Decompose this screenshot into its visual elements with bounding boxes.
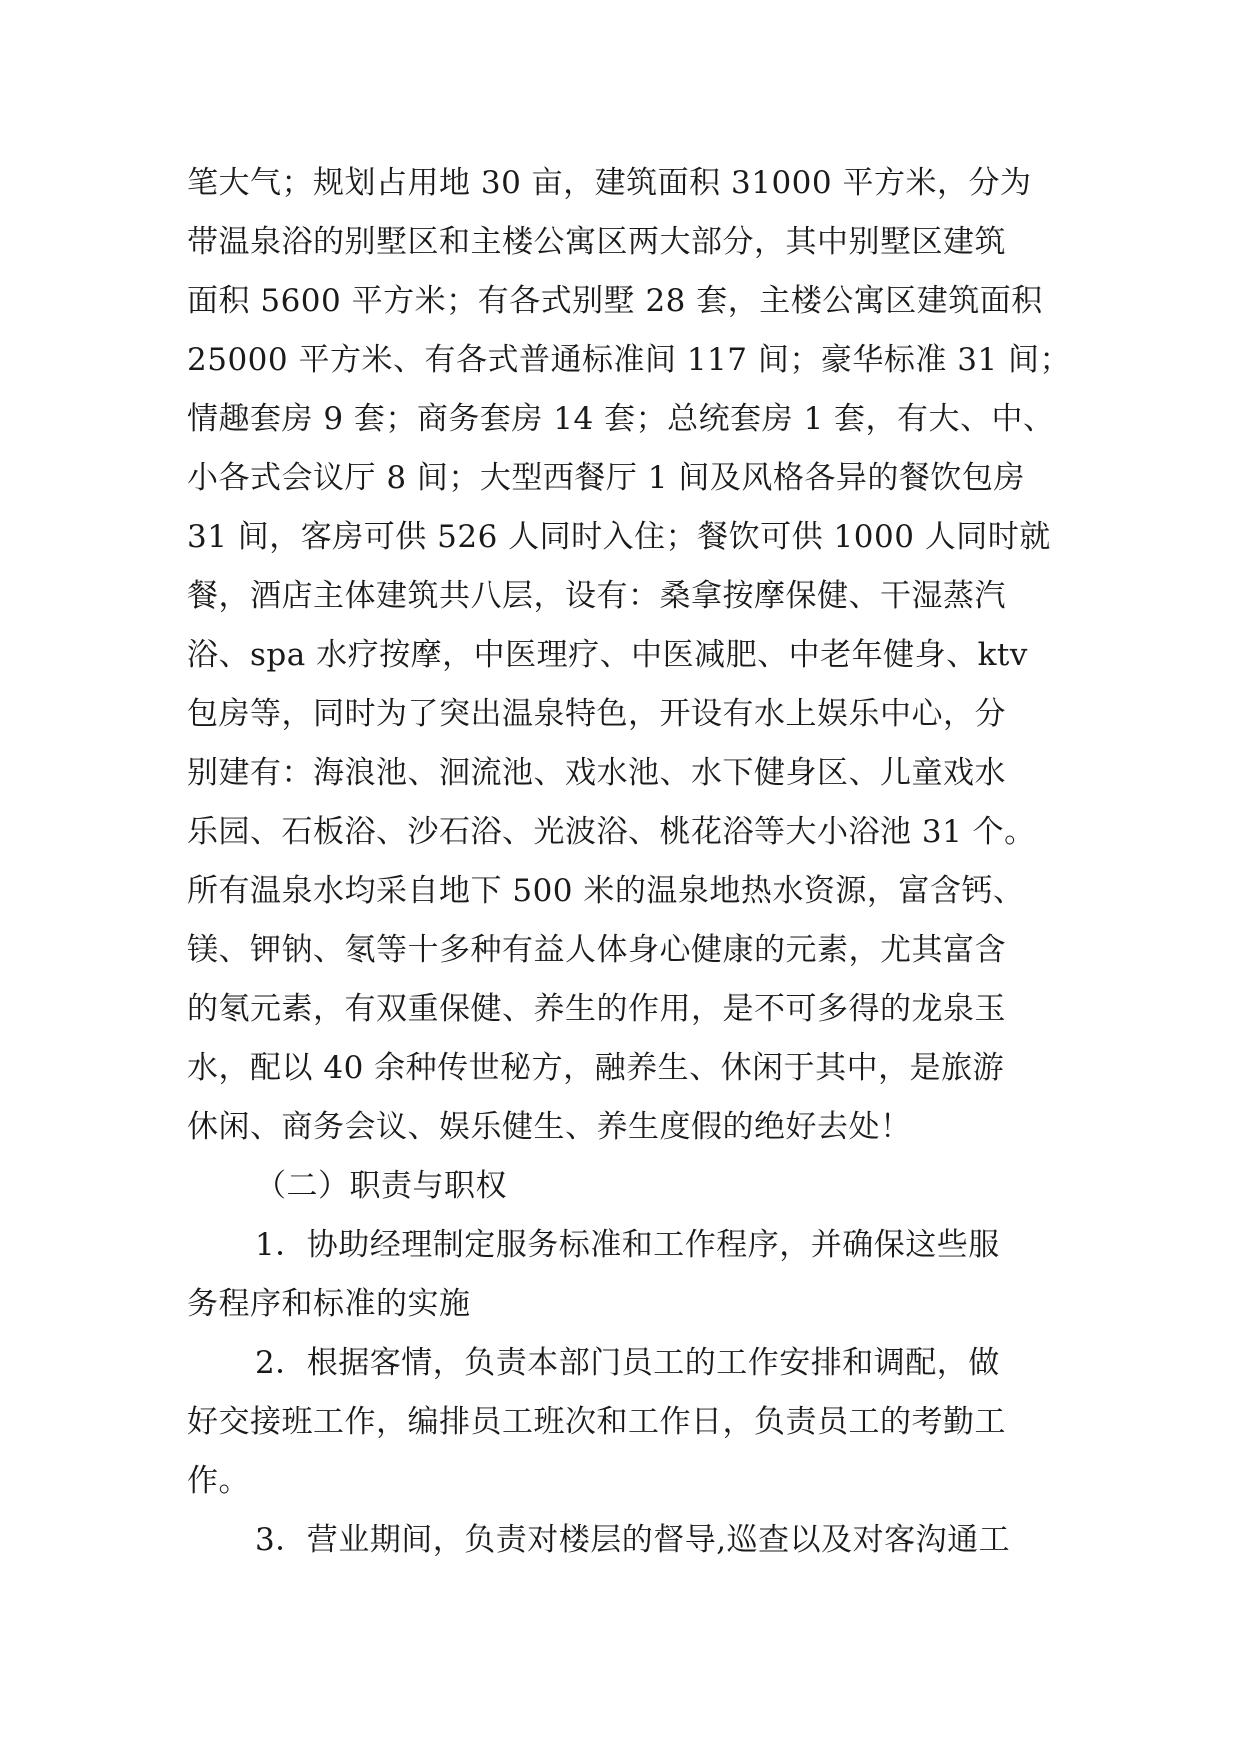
text-line: 带温泉浴的别墅区和主楼公寓区两大部分，其中别墅区建筑 [187,224,1006,260]
duty-item-3 [187,1511,1057,1570]
text-line: 情趣套房 9 套；商务套房 14 套；总统套房 1 套，有大、中、 [187,401,1055,437]
text-line: 休闲、商务会议、娱乐健生、养生度假的绝好去处！ [187,1109,912,1145]
text-line: 务程序和标准的实施 [187,1286,471,1322]
text-line: 31 间，客房可供 526 人同时入住；餐饮可供 1000 人同时就 [187,519,1051,555]
document-body [187,154,1071,1570]
section-heading: （二）职责与职权 [255,1168,507,1204]
text-line: 别建有：海浪池、洄流池、戏水池、水下健身区、儿童戏水 [187,755,1006,791]
text-line: 所有温泉水均采自地下 500 米的温泉地热水资源，富含钙、 [187,873,1025,909]
text-line: 1．协助经理制定服务标准和工作程序，并确保这些服 [255,1227,1000,1263]
duty-item-2 [187,1334,1057,1511]
intro-paragraph [187,154,1071,1157]
text-line: 水，配以 40 余种传世秘方，融养生、休闲于其中，是旅游 [187,1050,1005,1086]
text-line: 好交接班工作，编排员工班次和工作日，负责员工的考勤工 [187,1404,1006,1440]
text-line: 的氡元素，有双重保健、养生的作用，是不可多得的龙泉玉 [187,991,1006,1027]
text-line: 笔大气；规划占用地 30 亩，建筑面积 31000 平方米，分为 [187,165,1032,201]
text-line: 包房等，同时为了突出温泉特色，开设有水上娱乐中心，分 [187,696,1006,732]
text-line: 乐园、石板浴、沙石浴、光波浴、桃花浴等大小浴池 31 个。 [187,814,1036,850]
duty-item-1 [187,1216,1057,1334]
text-line: 镁、钾钠、氡等十多种有益人体身心健康的元素，尤其富含 [187,932,1006,968]
text-line: 25000 平方米、有各式普通标准间 117 间；豪华标准 31 间； [187,342,1071,378]
text-line: 2．根据客情，负责本部门员工的工作安排和调配，做 [255,1345,1000,1381]
text-line: 3．营业期间，负责对楼层的督导,巡查以及对客沟通工 [255,1522,1011,1558]
text-line: 作。 [187,1463,250,1499]
text-line: 小各式会议厅 8 间；大型西餐厅 1 间及风格各异的餐饮包房 [187,460,1025,496]
text-line: 浴、spa 水疗按摩，中医理疗、中医减肥、中老年健身、ktv [187,637,1028,673]
text-line: 面积 5600 平方米；有各式别墅 28 套，主楼公寓区建筑面积 [187,283,1043,319]
text-line: 餐，酒店主体建筑共八层，设有：桑拿按摩保健、干湿蒸汽 [187,578,1006,614]
